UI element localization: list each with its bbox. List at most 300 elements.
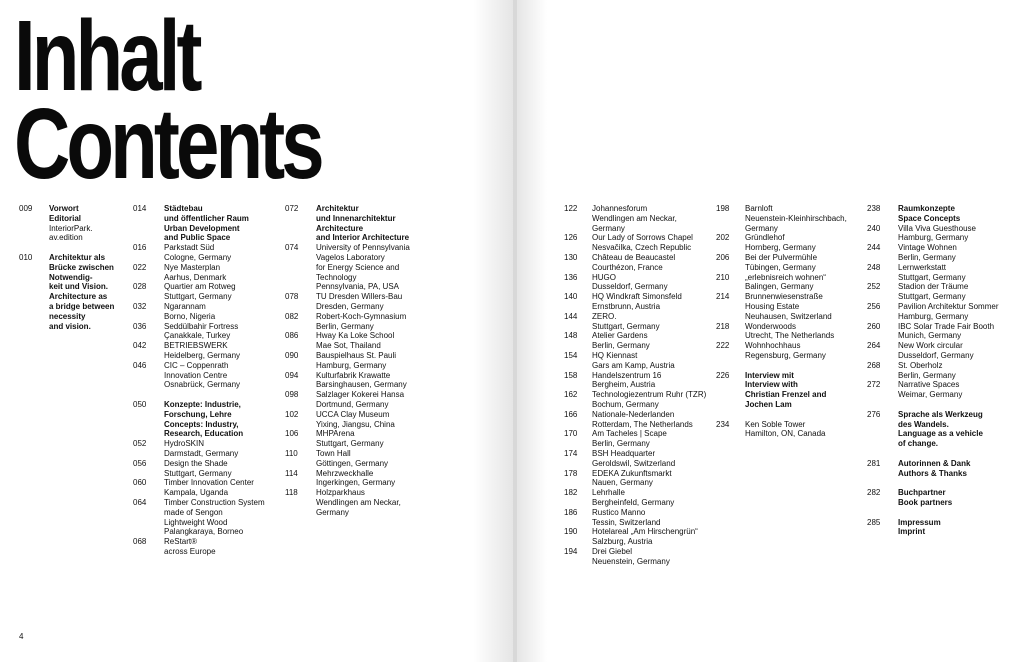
toc-entry-line: Atelier Gardens (592, 331, 648, 341)
toc-entry-line: av.edition (49, 233, 83, 243)
toc-entry-line: Nauen, Germany (592, 478, 653, 488)
toc-page-number: 170 (564, 429, 578, 439)
toc-section-heading: Interview mit (745, 370, 794, 380)
toc-entry-line: Bergheinfeld, Germany (592, 497, 675, 507)
toc-entry (285, 390, 430, 410)
toc-page-number: 022 (133, 262, 147, 272)
toc-entry-line: Holzparkhaus (316, 488, 365, 498)
toc-entry-line: Heidelberg, Germany (164, 350, 241, 360)
toc-entry (867, 380, 1017, 400)
toc-entry-line: Our Lady of Sorrows Chapel (592, 233, 693, 243)
toc-page-number: 182 (564, 488, 578, 498)
toc-entry (716, 204, 861, 233)
toc-section-heading: Imprint (898, 527, 926, 537)
page-number: 4 (19, 632, 24, 641)
toc-section-heading: Raumkonzepte (898, 204, 955, 213)
toc-page-number: 032 (133, 301, 147, 311)
toc-section-heading: and Public Space (164, 233, 231, 243)
toc-entry (867, 361, 1017, 381)
toc-entry-line: Bergheim, Austria (592, 380, 656, 390)
toc-entry-line: St. Oberholz (898, 360, 943, 370)
toc-entry-line: Aarhus, Denmark (164, 272, 227, 282)
toc-entry (133, 341, 278, 361)
toc-entry-line: Osnabrück, Germany (164, 380, 241, 390)
toc-section-heading: Autorinnen & Dank (898, 458, 971, 468)
toc-entry (285, 312, 430, 332)
toc-entry-line: Innovation Centre (164, 370, 228, 380)
toc-entry-line: Munich, Germany (898, 331, 962, 341)
toc-entry-line: Mae Sot, Thailand (316, 341, 381, 351)
toc-entry-line: Germany (316, 507, 349, 517)
toc-page-number: 090 (285, 350, 299, 360)
toc-section-heading: Space Concepts (898, 213, 961, 223)
toc-entry-line: HQ Kiennast (592, 350, 638, 360)
right-page (517, 0, 1030, 662)
toc-page-number: 186 (564, 507, 578, 517)
toc-entry (867, 459, 1017, 479)
toc-entry-line: CIC – Coppenrath (164, 360, 229, 370)
toc-page-number: 178 (564, 468, 578, 478)
toc-entry-line: Salzlager Kokerei Hansa (316, 390, 405, 400)
toc-entry (716, 341, 861, 361)
toc-entry-line: Design the Shade (164, 458, 228, 468)
toc-section-heading: and vision. (49, 321, 91, 331)
toc-entry (133, 439, 278, 459)
toc-entry (133, 537, 278, 557)
toc-page-number: 276 (867, 409, 881, 419)
toc-entry (867, 243, 1017, 263)
toc-entry-line: Nye Masterplan (164, 262, 221, 272)
toc-page-number: 174 (564, 448, 578, 458)
toc-page-number: 082 (285, 311, 299, 321)
toc-entry-line: Palangkaraya, Borneo (164, 527, 244, 537)
toc-section-heading: Book partners (898, 497, 953, 507)
toc-page-number: 078 (285, 292, 299, 302)
toc-page-number: 046 (133, 360, 147, 370)
toc-page-number: 281 (867, 458, 881, 468)
toc-entry (564, 390, 714, 410)
toc-entry (716, 322, 861, 342)
toc-page-number: 144 (564, 311, 578, 321)
toc-section-heading: Brücke zwischen (49, 262, 114, 272)
toc-section-heading: des Wandels. (898, 419, 949, 429)
toc-entry-line: Kampala, Uganda (164, 488, 229, 498)
toc-entry (564, 371, 714, 391)
toc-entry-line: Ken Soble Tower (745, 419, 806, 429)
toc-section-heading: Editorial (49, 213, 82, 223)
toc-entry (285, 243, 430, 292)
toc-page-number: 190 (564, 527, 578, 537)
toc-entry (867, 224, 1017, 244)
toc-entry (867, 410, 1017, 449)
toc-section-heading: Concepts: Industry, (164, 419, 239, 429)
toc-entry-line: HQ Windkraft Simonsfeld (592, 292, 682, 302)
toc-page-number: 060 (133, 478, 147, 488)
toc-entry-line: Kulturfabrik Krawatte (316, 370, 391, 380)
toc-entry (716, 292, 861, 321)
toc-page-number: 234 (716, 419, 730, 429)
toc-entry (564, 204, 714, 233)
toc-entry-line: BETRIEBSWERK (164, 341, 228, 351)
toc-entry-line: Bei der Pulvermühle (745, 252, 818, 262)
toc-entry-line: Göttingen, Germany (316, 458, 389, 468)
toc-entry (133, 302, 278, 322)
toc-entry (564, 449, 714, 469)
title-contents: Contents (14, 88, 321, 200)
toc-entry-line: Château de Beaucastel (592, 252, 676, 262)
toc-entry (19, 204, 124, 243)
toc-entry-line: Hway Ka Loke School (316, 331, 395, 341)
toc-entry-line: Robert-Koch-Gymnasium (316, 311, 407, 321)
toc-entry-line: Wendlingen am Neckar, (592, 213, 677, 223)
toc-page-number: 106 (285, 429, 299, 439)
toc-entry-line: Dresden, Germany (316, 301, 384, 311)
toc-entry (564, 253, 714, 273)
toc-entry-line: InteriorPark. (49, 223, 93, 233)
toc-entry-line: Pavilion Architektur Sommer (898, 301, 999, 311)
toc-entry-line: Lightweight Wood (164, 517, 228, 527)
toc-section-heading: Sprache als Werkzeug (898, 409, 983, 419)
toc-section-heading: Architecture as (49, 292, 108, 302)
toc-entry (285, 488, 430, 517)
toc-page-number: 094 (285, 370, 299, 380)
toc-entry (133, 361, 278, 390)
toc-entry-line: Wendlingen am Neckar, (316, 497, 401, 507)
toc-entry (133, 243, 278, 263)
toc-page-number: 252 (867, 282, 881, 292)
toc-entry (867, 282, 1017, 302)
toc-page-number: 240 (867, 223, 881, 233)
toc-entry-line: Ngarannam (164, 301, 206, 311)
toc-entry (716, 233, 861, 253)
toc-page-number: 198 (716, 204, 730, 213)
toc-page-number: 260 (867, 321, 881, 331)
toc-column-5 (716, 204, 861, 439)
toc-entry (564, 233, 714, 253)
toc-section-heading: keit und Vision. (49, 282, 108, 292)
toc-page-number: 122 (564, 204, 578, 213)
toc-section-heading: necessity (49, 311, 86, 321)
toc-entry-line: Stuttgart, Germany (898, 292, 966, 302)
toc-section-heading: Architecture (316, 223, 364, 233)
toc-page-number: 036 (133, 321, 147, 331)
toc-entry-line: TU Dresden Willers-Bau (316, 292, 403, 302)
toc-entry-line: Hamburg, Germany (898, 233, 969, 243)
toc-entry (716, 273, 861, 293)
toc-entry-line: New Work circular (898, 341, 963, 351)
toc-entry-line: Hamburg, Germany (316, 360, 387, 370)
toc-entry-line: Hornberg, Germany (745, 243, 816, 253)
left-page (0, 0, 513, 662)
toc-section-heading: Notwendig- (49, 272, 93, 282)
toc-entry (716, 253, 861, 273)
toc-entry-line: Ingerkingen, Germany (316, 478, 396, 488)
toc-entry-line: HydroSKIN (164, 439, 205, 449)
toc-entry-line: Gars am Kamp, Austria (592, 360, 675, 370)
toc-page-number: 068 (133, 537, 147, 547)
toc-page-number: 016 (133, 243, 147, 253)
toc-page-number: 285 (867, 517, 881, 527)
toc-page-number: 282 (867, 488, 881, 498)
toc-section-heading: Städtebau (164, 204, 203, 213)
toc-entry-line: Hamilton, ON, Canada (745, 429, 826, 439)
toc-entry-line: ZERO. (592, 311, 617, 321)
toc-entry-line: Drei Giebel (592, 546, 633, 556)
toc-entry (133, 498, 278, 537)
toc-entry (867, 263, 1017, 283)
toc-section-heading: Authors & Thanks (898, 468, 967, 478)
toc-section-heading: Language as a vehicle (898, 429, 983, 439)
toc-entry (867, 204, 1017, 224)
toc-column-3 (285, 204, 430, 518)
toc-page-number: 072 (285, 204, 299, 213)
toc-entry (285, 351, 430, 371)
toc-page-number: 256 (867, 301, 881, 311)
toc-page-number: 118 (285, 488, 298, 498)
toc-entry-line: Stuttgart, Germany (898, 272, 966, 282)
toc-entry-line: Lernwerkstatt (898, 262, 947, 272)
toc-entry (285, 429, 430, 449)
toc-section-heading: Vorwort (49, 204, 79, 213)
toc-section-heading: Konzepte: Industrie, (164, 399, 241, 409)
toc-entry-line: Wohnhochhaus (745, 341, 801, 351)
toc-section-heading: Research, Education (164, 429, 244, 439)
toc-entry (564, 527, 714, 547)
toc-page-number: 268 (867, 360, 881, 370)
toc-entry-line: Quartier am Rotweg (164, 282, 236, 292)
toc-entry-line: Tessin, Switzerland (592, 517, 661, 527)
toc-entry (133, 459, 278, 479)
toc-entry-line: Technology (316, 272, 357, 282)
toc-entry-line: Timber Innovation Center (164, 478, 254, 488)
toc-entry-line: Neuenstein, Germany (592, 556, 670, 566)
toc-page-number: 102 (285, 409, 299, 419)
toc-entry (564, 488, 714, 508)
toc-page-number: 064 (133, 497, 147, 507)
toc-page-number: 222 (716, 341, 730, 351)
toc-page-number: 202 (716, 233, 730, 243)
toc-entry (133, 478, 278, 498)
toc-entry-line: Rotterdam, The Netherlands (592, 419, 693, 429)
toc-page-number: 264 (867, 341, 881, 351)
toc-page-number: 052 (133, 439, 147, 449)
toc-page-number: 140 (564, 292, 578, 302)
toc-entry-line: Borno, Nigeria (164, 311, 216, 321)
toc-page-number: 086 (285, 331, 299, 341)
toc-entry (564, 469, 714, 489)
toc-entry-line: Stuttgart, Germany (316, 439, 384, 449)
toc-entry-line: Stadion der Träume (898, 282, 969, 292)
toc-entry-line: Dortmund, Germany (316, 399, 389, 409)
toc-entry (564, 331, 714, 351)
toc-entry-line: Villa Viva Guesthouse (898, 223, 976, 233)
toc-page-number: 238 (867, 204, 881, 213)
toc-entry-line: Courthézon, France (592, 262, 663, 272)
toc-entry (133, 282, 278, 302)
toc-page-number: 206 (716, 252, 730, 262)
toc-entry-line: EDEKA Zukunftsmarkt (592, 468, 672, 478)
toc-entry (285, 331, 430, 351)
toc-entry-line: Technologiezentrum Ruhr (TZR) (592, 390, 707, 400)
toc-entry (133, 204, 278, 243)
toc-section-heading: Christian Frenzel and (745, 390, 827, 400)
toc-entry-line: for Energy Science and (316, 262, 400, 272)
toc-entry-line: Dusseldorf, Germany (898, 350, 974, 360)
toc-column-4 (564, 204, 714, 566)
toc-entry-line: Johannesforum (592, 204, 648, 213)
toc-entry-line: MHPArena (316, 429, 355, 439)
toc-entry-line: Geroldswil, Switzerland (592, 458, 676, 468)
toc-page-number: 154 (564, 350, 578, 360)
toc-entry-line: „erlebnisreich wohnen“ (745, 272, 826, 282)
toc-entry-line: Berlin, Germany (592, 439, 650, 449)
toc-page-number: 244 (867, 243, 881, 253)
toc-entry-line: Barsinghausen, Germany (316, 380, 407, 390)
toc-entry-line: Barnloft (745, 204, 773, 213)
toc-entry-line: Am Tacheles | Scape (592, 429, 667, 439)
toc-entry (133, 263, 278, 283)
toc-section-heading: Jochen Lam (745, 399, 792, 409)
toc-entry-line: Nationale-Nederlanden (592, 409, 675, 419)
toc-entry-line: Bauspielhaus St. Pauli (316, 350, 397, 360)
toc-entry-line: Handelszentrum 16 (592, 370, 662, 380)
toc-section-heading: Impressum (898, 517, 941, 527)
toc-page-number: 009 (19, 204, 33, 213)
toc-entry (133, 400, 278, 439)
toc-entry-line: across Europe (164, 546, 216, 556)
toc-section-heading: und Innenarchitektur (316, 213, 396, 223)
toc-entry (285, 292, 430, 312)
toc-page-number: 210 (716, 272, 730, 282)
toc-entry (564, 508, 714, 528)
toc-section-heading: Architektur (316, 204, 359, 213)
toc-entry (716, 371, 861, 410)
toc-entry-line: IBC Solar Trade Fair Booth (898, 321, 995, 331)
toc-page-number: 248 (867, 262, 881, 272)
toc-section-heading: und öffentlicher Raum (164, 213, 249, 223)
toc-entry-line: Berlin, Germany (316, 321, 374, 331)
toc-entry-line: Salzburg, Austria (592, 537, 653, 547)
toc-entry (867, 341, 1017, 361)
toc-page-number: 110 (285, 448, 298, 458)
toc-entry (867, 302, 1017, 322)
toc-entry (564, 312, 714, 332)
toc-entry-line: UCCA Clay Museum (316, 409, 390, 419)
toc-entry (285, 410, 430, 430)
toc-entry-line: made of Sengon (164, 507, 223, 517)
toc-entry-line: Berlin, Germany (898, 370, 956, 380)
toc-section-heading: Interview with (745, 380, 798, 390)
toc-page-number: 218 (716, 321, 730, 331)
toc-entry-line: Stuttgart, Germany (164, 468, 232, 478)
toc-column-1 (19, 204, 124, 331)
toc-entry-line: Lehrhalle (592, 488, 625, 498)
toc-entry-line: Utrecht, The Netherlands (745, 331, 835, 341)
toc-entry-line: Narrative Spaces (898, 380, 960, 390)
toc-entry (285, 449, 430, 469)
toc-entry-line: Tübingen, Germany (745, 262, 816, 272)
toc-page-number: 098 (285, 390, 299, 400)
toc-entry-line: Regensburg, Germany (745, 350, 826, 360)
toc-page-number: 014 (133, 204, 147, 213)
toc-page-number: 010 (19, 252, 33, 262)
toc-entry-line: Berlin, Germany (898, 252, 956, 262)
toc-entry-line: HUGO (592, 272, 616, 282)
toc-entry (564, 547, 714, 567)
toc-section-heading: and Interior Architecture (316, 233, 410, 243)
toc-section-heading: Buchpartner (898, 488, 946, 498)
toc-entry-line: University of Pennsylvania (316, 243, 410, 253)
gutter-shadow (517, 0, 547, 662)
toc-entry-line: Timber Construction System (164, 497, 265, 507)
toc-entry-line: Vintage Wohnen (898, 243, 957, 253)
toc-entry (716, 420, 861, 440)
toc-entry (564, 273, 714, 293)
toc-page-number: 166 (564, 409, 578, 419)
toc-entry-line: Stuttgart, Germany (164, 292, 232, 302)
toc-section-heading: Forschung, Lehre (164, 409, 232, 419)
toc-entry-line: Germany (745, 223, 778, 233)
toc-entry (19, 253, 124, 331)
toc-entry-line: Dusseldorf, Germany (592, 282, 668, 292)
toc-entry-line: Seddülbahir Fortress (164, 321, 239, 331)
toc-entry-line: Neuhausen, Switzerland (745, 311, 832, 321)
toc-entry-line: Parkstadt Süd (164, 243, 215, 253)
toc-page-number: 148 (564, 331, 578, 341)
toc-page-number: 226 (716, 370, 730, 380)
toc-page-number: 162 (564, 390, 578, 400)
toc-entry (133, 322, 278, 342)
toc-entry-line: Housing Estate (745, 301, 800, 311)
toc-page-number: 130 (564, 252, 578, 262)
toc-entry (285, 469, 430, 489)
toc-entry-line: ReStart® (164, 537, 198, 547)
gutter-shadow (473, 0, 513, 662)
toc-entry-line: Pennsylvania, PA, USA (316, 282, 400, 292)
toc-page-number: 272 (867, 380, 881, 390)
toc-entry (867, 488, 1017, 508)
toc-entry-line: Brunnenwiesenstraße (745, 292, 823, 302)
toc-entry-line: Stuttgart, Germany (592, 321, 660, 331)
toc-entry (867, 518, 1017, 538)
toc-entry-line: Yixing, Jiangsu, China (316, 419, 395, 429)
toc-page-number: 074 (285, 243, 299, 253)
toc-entry-line: Çanakkale, Turkey (164, 331, 231, 341)
toc-column-6 (867, 204, 1017, 537)
toc-entry-line: Weimar, Germany (898, 390, 963, 400)
toc-entry-line: Wonderwoods (745, 321, 796, 331)
toc-entry-line: Nesvačilka, Czech Republic (592, 243, 692, 253)
toc-entry-line: Darmstadt, Germany (164, 448, 239, 458)
toc-section-heading: Architektur als (49, 252, 106, 262)
toc-entry-line: Balingen, Germany (745, 282, 814, 292)
toc-entry-line: Rustico Manno (592, 507, 646, 517)
toc-entry (285, 204, 430, 243)
toc-page-number: 126 (564, 233, 578, 243)
title-inhalt: Inhalt (14, 0, 199, 112)
toc-section-heading: of change. (898, 439, 939, 449)
toc-entry-line: Gründlehof (745, 233, 785, 243)
toc-column-2 (133, 204, 278, 557)
toc-section-heading: a bridge between (49, 301, 115, 311)
toc-entry-line: Town Hall (316, 448, 351, 458)
toc-entry-line: Neuenstein-Kleinhirschbach, (745, 213, 847, 223)
toc-entry-line: BSH Headquarter (592, 448, 656, 458)
toc-page-number: 158 (564, 370, 578, 380)
toc-entry-line: Vagelos Laboratory (316, 252, 385, 262)
toc-entry (867, 322, 1017, 342)
toc-entry-line: Mehrzweckhalle (316, 468, 374, 478)
